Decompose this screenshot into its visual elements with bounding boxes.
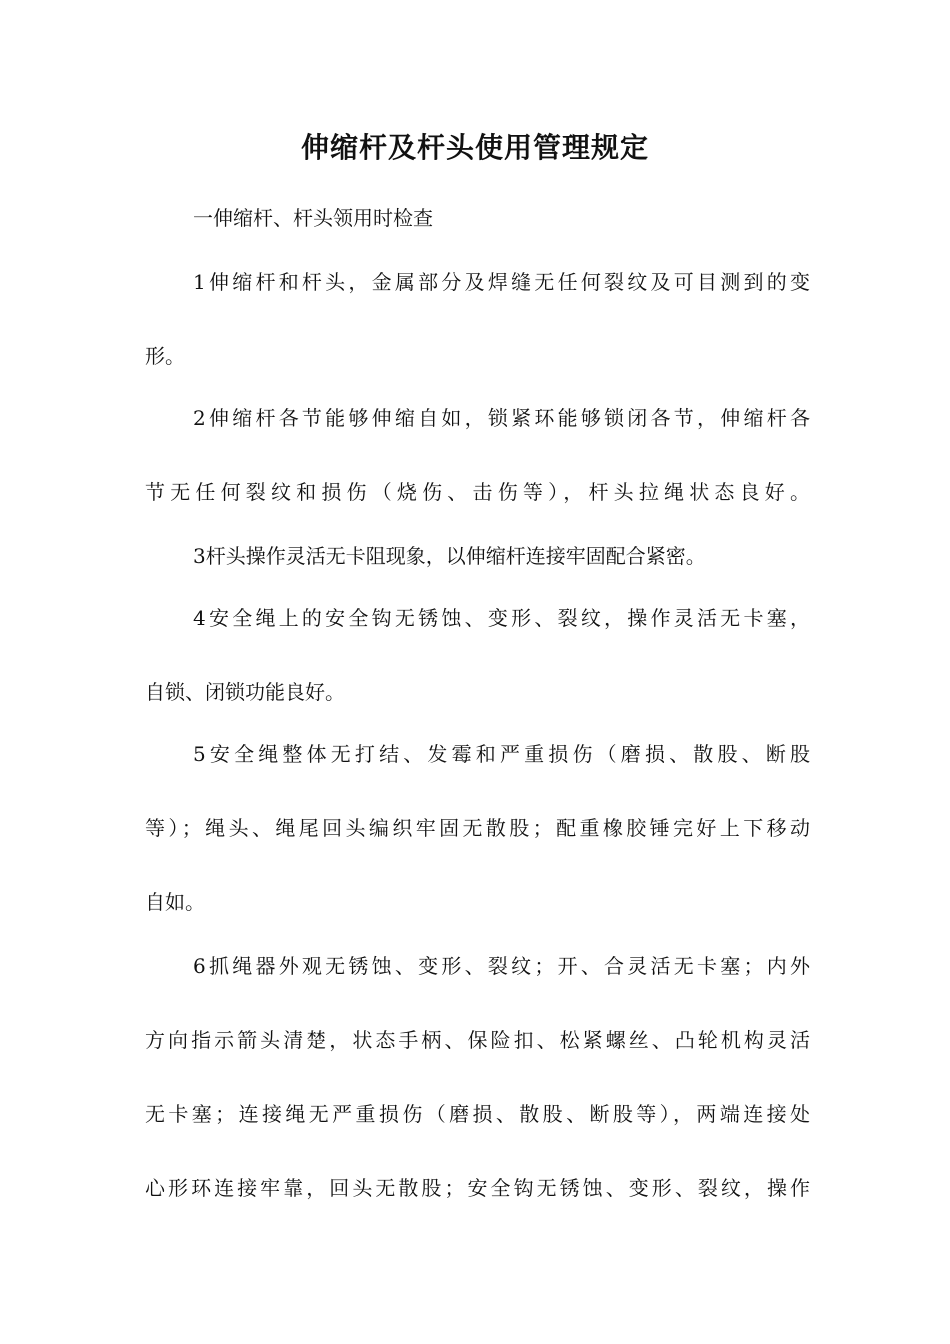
paragraph-line: 3杆头操作灵活无卡阻现象，以伸缩杆连接牢固配合紧密。 xyxy=(193,544,706,568)
paragraph-line: 1伸缩杆和杆头，金属部分及焊缝无任何裂纹及可目测到的变 xyxy=(193,270,810,294)
section-heading: 一伸缩杆、杆头领用时检查 xyxy=(193,206,433,230)
paragraph-line: 2伸缩杆各节能够伸缩自如，锁紧环能够锁闭各节，伸缩杆各 xyxy=(193,406,810,430)
document-title: 伸缩杆及杆头使用管理规定 xyxy=(300,131,649,164)
paragraph-line: 6抓绳器外观无锈蚀、变形、裂纹；开、合灵活无卡塞；内外 xyxy=(193,954,810,978)
paragraph-line: 节无任何裂纹和损伤（烧伤、击伤等），杆头拉绳状态良好。 xyxy=(145,480,810,504)
paragraph-line: 4安全绳上的安全钩无锈蚀、变形、裂纹，操作灵活无卡塞， xyxy=(193,606,810,630)
paragraph-line: 自如。 xyxy=(145,890,205,914)
paragraph-line: 心形环连接牢靠，回头无散股；安全钩无锈蚀、变形、裂纹，操作 xyxy=(145,1176,810,1200)
paragraph-line: 方向指示箭头清楚，状态手柄、保险扣、松紧螺丝、凸轮机构灵活 xyxy=(145,1028,810,1052)
paragraph-line: 等）；绳头、绳尾回头编织牢固无散股；配重橡胶锤完好上下移动 xyxy=(145,816,810,840)
paragraph-line: 自锁、闭锁功能良好。 xyxy=(145,680,345,704)
paragraph-line: 形。 xyxy=(145,344,185,368)
paragraph-line: 5安全绳整体无打结、发霉和严重损伤（磨损、散股、断股 xyxy=(193,742,810,766)
paragraph-line: 无卡塞；连接绳无严重损伤（磨损、散股、断股等），两端连接处 xyxy=(145,1102,810,1126)
